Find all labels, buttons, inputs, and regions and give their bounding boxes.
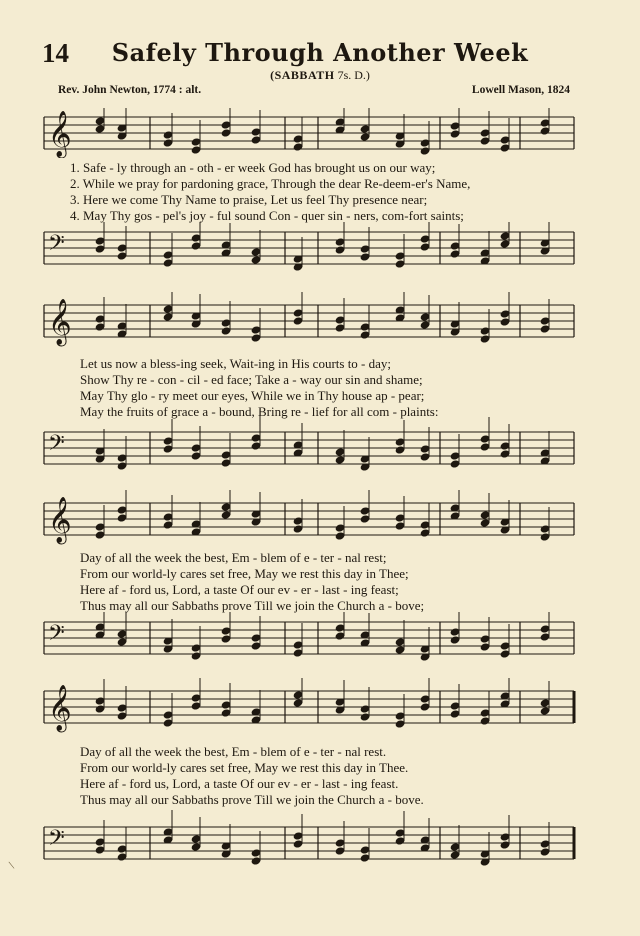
- svg-text:𝄞: 𝄞: [48, 497, 72, 543]
- lyric-line: May the fruits of grace a - bound, Bring re - lief for all com - plaints:: [80, 404, 439, 419]
- music-credit: Lowell Mason, 1824: [471, 84, 570, 96]
- page-corner-mark: \: [7, 857, 16, 873]
- lyric-line: Day of all the week the best, Em - blem of e - ter - nal rest;: [80, 550, 387, 565]
- lyric-line: 2. While we pray for pardoning grace, Through the dear Re-deem-er's Name,: [70, 176, 471, 191]
- system-4-lyrics: [80, 744, 580, 808]
- lyric-line: 3. Here we come Thy Name to praise, Let us feel Thy presence near;: [70, 192, 428, 207]
- system-2-treble-staff: [0, 292, 640, 350]
- svg-text:𝄞: 𝄞: [48, 111, 72, 157]
- tune-line: [0, 68, 640, 83]
- svg-text:𝄞: 𝄞: [48, 299, 72, 345]
- system-1-bass-staff: [0, 222, 640, 274]
- lyric-line: Here af - ford us, Lord, a taste Of our ev - er - last - ing feast;: [80, 582, 399, 597]
- svg-text:𝄞: 𝄞: [48, 685, 72, 731]
- system-2-bass-staff: [0, 412, 640, 484]
- hymn-title: Safely Through Another Week: [111, 38, 529, 67]
- lyric-line: Show Thy re - con - cil - ed face; Take a - way our sin and shame;: [80, 372, 423, 387]
- svg-text:𝄢: 𝄢: [48, 826, 65, 856]
- svg-text:𝄢: 𝄢: [48, 231, 65, 261]
- lyric-line: Thus may all our Sabbaths prove Till we join the Church a - bove;: [80, 598, 425, 613]
- tune-meter: 7s. D.): [337, 68, 370, 82]
- lyric-line: 1. Safe - ly through an - oth - er week God has brought us on our way;: [70, 160, 436, 175]
- lyric-line: Day of all the week the best, Em - blem of e - ter - nal rest.: [80, 744, 387, 759]
- lyric-line: Let us now a bless-ing seek, Wait-ing in His courts to - day;: [80, 356, 392, 371]
- system-3-bass-staff: [0, 612, 640, 664]
- system-4-bass-staff: [0, 808, 640, 878]
- system-1-lyrics: [70, 160, 580, 224]
- system-3-lyrics: [80, 550, 580, 614]
- svg-text:𝄢: 𝄢: [48, 621, 65, 651]
- lyric-line: From our world-ly cares set free, May we rest this day in Thee.: [80, 760, 409, 775]
- lyric-line: From our world-ly cares set free, May we rest this day in Thee;: [80, 566, 409, 581]
- svg-text:𝄢: 𝄢: [48, 431, 65, 461]
- system-1-treble-staff: [0, 108, 640, 158]
- lyric-line: May Thy glo - ry meet our eyes, While we in Thy house ap - pear;: [80, 388, 425, 403]
- lyric-line: Here af - ford us, Lord, a taste Of our ev - er - last - ing feast.: [80, 776, 399, 791]
- tune-name: (SABBATH: [270, 68, 335, 82]
- system-2-lyrics: [80, 356, 580, 420]
- system-4-treble-staff: [0, 678, 640, 736]
- lyric-line: Thus may all our Sabbaths prove Till we join the Church a - bove.: [80, 792, 424, 807]
- system-3-treble-staff: [0, 490, 640, 548]
- hymn-number: 14: [42, 38, 69, 68]
- lyric-line: 4. May Thy gos - pel's joy - ful sound Con - quer sin - ners, com-fort saints;: [70, 208, 464, 223]
- words-credit: Rev. John Newton, 1774 : alt.: [58, 84, 202, 96]
